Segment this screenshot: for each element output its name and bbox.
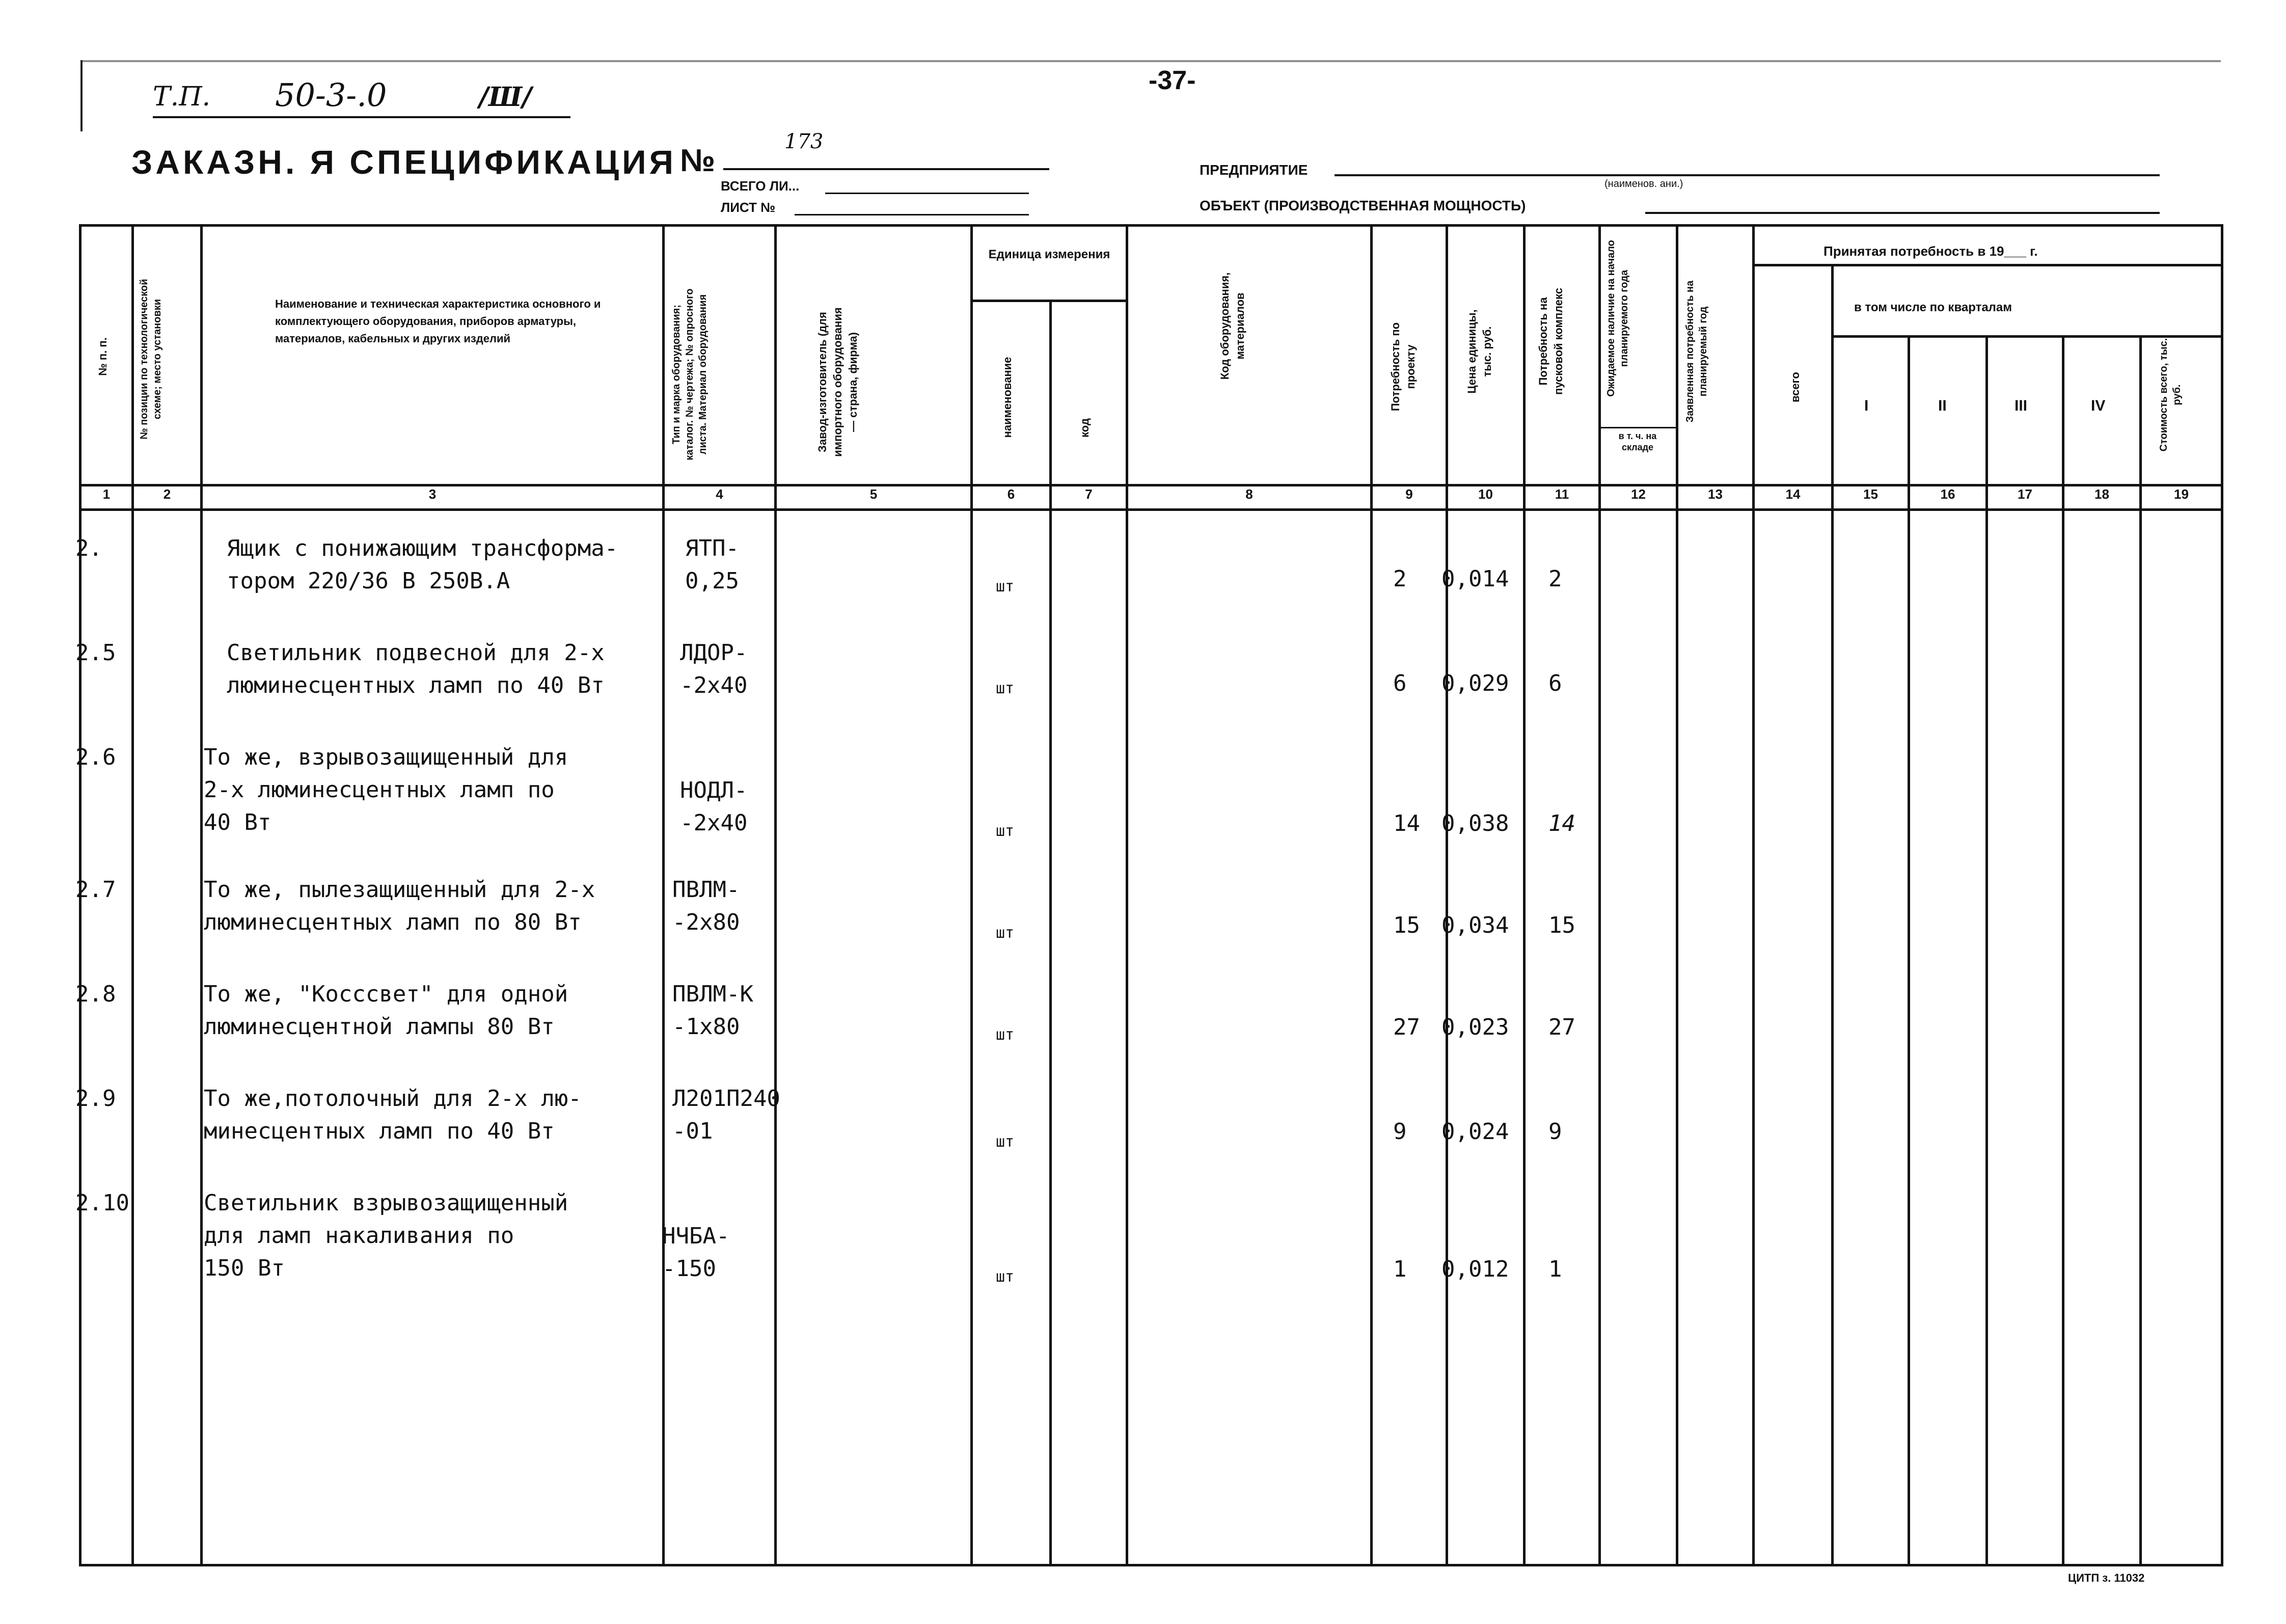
quarter-3-header: III [2015,397,2028,414]
col-number-12: 12 [1631,486,1646,502]
qty-by-project: 15 [1393,912,1420,938]
col-line-7 [1126,224,1128,1566]
unit-name: шт [996,822,1015,840]
col-line-12 [1676,224,1678,1566]
col-number-7: 7 [1085,486,1093,502]
quarter-2-header: II [1938,397,1947,414]
left-top-tick [80,60,83,131]
col-number-13: 13 [1708,486,1723,502]
doc-code: 50-3-.0 [275,76,387,114]
stock-subdivider [1598,427,1677,428]
top-border-line [81,60,2221,62]
quarter-group-header: в том числе по кварталам [1854,301,2012,314]
launch-qty: 6 [1548,670,1562,696]
quarter-4-header: IV [2091,397,2106,414]
col-line-3 [662,224,665,1566]
col-header-2: № позиции по технологической схеме; место установки [139,279,163,440]
col-line-2 [200,224,203,1566]
col-line-19 [2221,224,2223,1566]
row-number: 2.5 [75,640,116,666]
row-number: 2.7 [75,877,116,903]
doc-code-underline [153,116,570,118]
total-sheets-underline [825,193,1029,194]
sheet-label: ЛИСТ № [721,200,776,215]
unit-name: шт [996,1268,1015,1286]
item-type: ЛДОР- -2х40 [680,640,748,698]
col-header-4: Тип и марка оборудования; каталог. № чертежа; № опросного листа. Материал оборудования [671,288,709,461]
col-line-16 [1985,336,1988,1566]
enterprise-label: ПРЕДПРИЯТИЕ [1200,162,1308,178]
name-hint: (наименов. ани.) [1604,178,1683,190]
item-name: Светильник подвесной для 2-х люминесцентных ламп по 40 Вт [227,640,605,698]
launch-qty: 27 [1548,1014,1575,1040]
unit-price: 0,014 [1441,566,1509,592]
unit-name: шт [996,680,1015,697]
unit-price: 0,034 [1441,912,1509,938]
item-name: То же, "Косссвет" для одной люминесцентной лампы 80 Вт [204,981,568,1040]
col-line-15 [1908,336,1910,1566]
col-number-2: 2 [163,486,171,502]
accepted-group-header: Принятая потребность в 19___ г. [1824,243,2038,259]
number-value: 173 [784,130,824,153]
unit-price: 0,012 [1441,1256,1509,1282]
unit-name: шт [996,1133,1015,1151]
doc-code-prefix: Т.П. [153,82,211,112]
col-number-4: 4 [716,486,723,502]
col-number-15: 15 [1863,486,1878,502]
item-type: ПВЛМ-К -1х80 [672,981,753,1040]
col-header-9: Потребность по проекту [1389,322,1417,412]
col-header-12: Ожидаемое наличие на начало планируемого года [1605,240,1630,397]
object-underline [1645,212,2160,214]
page-number: -37- [1149,66,1196,95]
col-number-11: 11 [1555,486,1569,502]
item-name: То же, взрывозащищенный для 2-х люминесцентных ламп по 40 Вт [204,744,568,835]
item-name: То же, пылезащищенный для 2-х люминесцентных ламп по 80 Вт [204,877,595,935]
row-number: 2.6 [75,744,116,770]
object-label: ОБЪЕКТ (ПРОИЗВОДСТВЕННАЯ МОЩНОСТЬ) [1200,198,1526,213]
unit-name: шт [996,1026,1015,1044]
col-line-10 [1523,224,1526,1566]
item-type: Л201П240 -01 [672,1086,780,1144]
sheet-underline [795,214,1029,215]
col-line-1 [131,224,134,1566]
qty-by-project: 1 [1393,1256,1407,1282]
col-line-17 [2062,336,2064,1566]
launch-qty: 9 [1548,1119,1562,1145]
col-header-3: Наименование и техническая характеристика основного и комплектующего оборудования, приборов арматуры, материалов, кабельных и других изделий [275,297,601,345]
col-number-6: 6 [1007,486,1015,502]
table-bottom-border [79,1564,2223,1566]
col-number-5: 5 [869,486,878,502]
item-name: Ящик с понижающим трансформа- тором 220/36 В 250В.А [227,535,618,594]
col-number-8: 8 [1245,486,1253,502]
launch-qty: 14 [1548,810,1575,836]
qty-by-project: 27 [1393,1014,1420,1040]
item-name: То же,потолочный для 2-х лю- минесцентных ламп по 40 Вт [204,1086,582,1144]
number-label: № [680,143,716,178]
col-line-4 [774,224,777,1566]
qty-by-project: 2 [1393,566,1407,592]
header-bottom-border [79,508,2223,511]
col-header-10: Цена единицы, тыс. руб. [1465,309,1493,394]
total-sheets-label: ВСЕГО ЛИ... [721,178,800,194]
qty-by-project: 6 [1393,670,1407,696]
item-type: ЯТП- 0,25 [685,535,739,594]
launch-qty: 2 [1548,566,1562,592]
page-title: ЗАКАЗН. Я СПЕЦИФИКАЦИЯ [131,143,676,181]
col-header-12b: в т. ч. на складе [1618,431,1657,452]
launch-qty: 1 [1548,1256,1562,1282]
col-header-19: Стоимость всего, тыс. руб. [2158,338,2183,452]
number-underline [723,168,1049,170]
col-number-9: 9 [1405,486,1413,502]
col-line-13 [1752,224,1755,1566]
col-number-16: 16 [1940,486,1955,502]
col-number-10: 10 [1478,486,1493,502]
doc-code-suffix: /Ш/ [479,82,532,113]
launch-qty: 15 [1548,912,1575,938]
col-header-1: № п. п. [96,337,109,376]
col-number-14: 14 [1785,486,1801,502]
col-number-18: 18 [2094,486,2109,502]
qty-by-project: 14 [1393,810,1420,836]
col-line-18 [2139,336,2142,1566]
col-line-9 [1446,224,1448,1566]
unit-name: шт [996,578,1015,596]
print-stamp: ЦИТП з. 11032 [2068,1572,2145,1584]
accepted-group-divider [1752,264,2223,266]
unit-price: 0,038 [1441,810,1509,836]
quarter-1-header: I [1864,397,1869,414]
item-type: НЧБА- -150 [662,1223,730,1282]
col-line-11 [1598,224,1601,1566]
unit-name: шт [996,924,1015,942]
item-type: НОДЛ- -2х40 [680,777,748,836]
table-top-border [79,224,2223,227]
item-type: ПВЛМ- -2х80 [672,877,740,935]
unit-price: 0,024 [1441,1119,1509,1145]
col-header-13: Заявленная потребность на планируемый год [1684,280,1709,423]
col-line-14 [1831,265,1834,1566]
row-number: 2.9 [75,1086,116,1112]
col-number-19: 19 [2174,486,2189,502]
col-header-7: код [1078,418,1091,438]
col-header-11: Потребность на пусковой комплекс [1537,288,1565,395]
item-name: Светильник взрывозащищенный для ламп накаливания по 150 Вт [204,1190,568,1281]
col-header-6: наименование [1001,357,1014,438]
col-line-8 [1370,224,1373,1566]
unit-price: 0,029 [1441,670,1509,696]
col-header-8: Код оборудования, материалов [1218,272,1246,380]
col-number-3: 3 [428,486,437,502]
col-number-17: 17 [2018,486,2032,502]
col-header-5: Завод-изготовитель (для импортного оборудования — страна, фирма) [816,307,859,457]
row-number: 2.8 [75,981,116,1007]
unit-price: 0,023 [1441,1014,1509,1040]
enterprise-underline [1335,174,2160,176]
col-number-1: 1 [102,486,111,502]
col-line-5 [970,224,973,1566]
row-number: 2. [75,535,102,561]
unit-group-header: Единица измерения [988,248,1110,261]
unit-group-divider [970,300,1128,302]
qty-by-project: 9 [1393,1119,1407,1145]
col-header-14: всего [1789,372,1802,402]
row-number: 2.10 [75,1190,129,1216]
